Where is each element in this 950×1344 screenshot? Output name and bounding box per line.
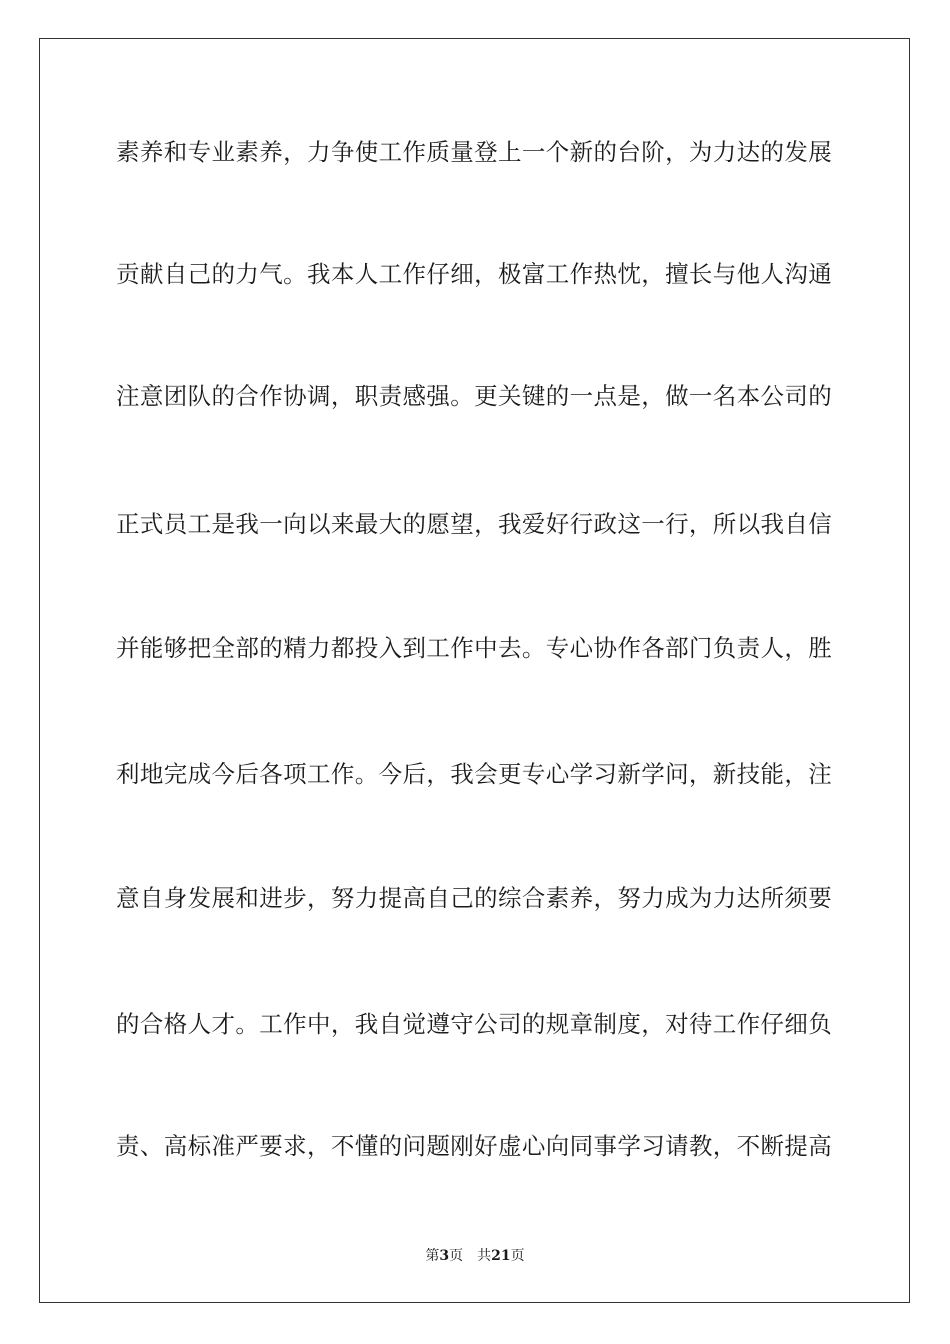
total-label-prefix: 共 — [477, 1248, 492, 1264]
paragraph-line: 利地完成今后各项工作。今后，我会更专心学习新学问，新技能，注 — [116, 760, 832, 788]
paragraph-line: 责、高标准严要求，不懂的问题刚好虚心向同事学习请教，不断提高 — [116, 1132, 832, 1160]
current-page-number: 3 — [439, 1248, 450, 1264]
paragraph-line: 素养和专业素养，力争使工作质量登上一个新的台阶，为力达的发展 — [116, 138, 832, 166]
paragraph-line: 贡献自己的力气。我本人工作仔细，极富工作热忱，擅长与他人沟通 — [116, 260, 832, 288]
paragraph-line: 正式员工是我一向以来最大的愿望，我爱好行政这一行，所以我自信 — [116, 510, 832, 538]
page-footer — [0, 1246, 950, 1266]
paragraph-line: 意自身发展和进步，努力提高自己的综合素养，努力成为力达所须要 — [116, 884, 832, 912]
paragraph-line: 的合格人才。工作中，我自觉遵守公司的规章制度，对待工作仔细负 — [116, 1010, 832, 1038]
paragraph-line: 并能够把全部的精力都投入到工作中去。专心协作各部门负责人，胜 — [116, 634, 832, 662]
total-page-count: 21 — [491, 1248, 511, 1264]
total-label-suffix: 页 — [510, 1248, 525, 1264]
page-border — [39, 38, 910, 1303]
paragraph-line: 注意团队的合作协调，职责感强。更关键的一点是，做一名本公司的 — [116, 382, 832, 410]
page-label-suffix: 页 — [449, 1248, 464, 1264]
page-label-prefix: 第 — [425, 1248, 440, 1264]
